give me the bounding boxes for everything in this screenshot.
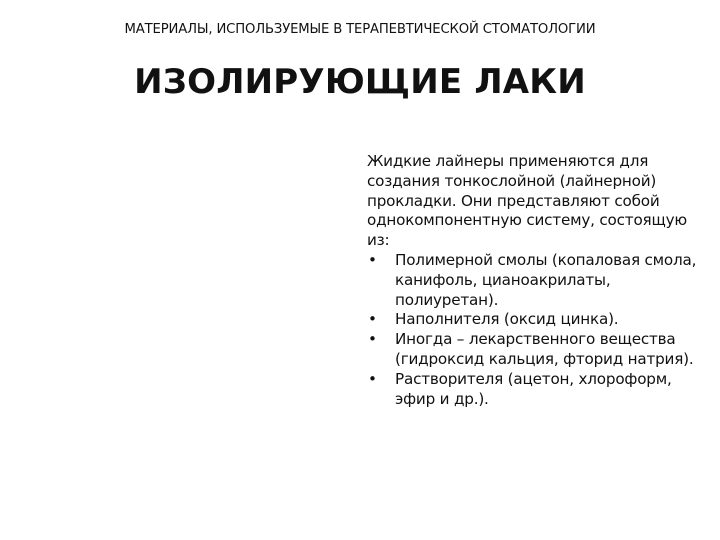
- list-item: [367, 310, 697, 330]
- list-item-text: Иногда – лекарственного вещества (гидроксид кальция, фторид натрия).: [395, 330, 694, 368]
- body-text-block: [367, 152, 697, 409]
- slide-title: ИЗОЛИРУЮЩИЕ ЛАКИ: [134, 62, 586, 102]
- bullet-icon: •: [368, 250, 377, 269]
- list-item-text: Полимерной смолы (копаловая смола, канифоль, цианоакрилаты, полиуретан).: [395, 250, 697, 309]
- list-item: [367, 370, 697, 410]
- list-item-text: Наполнителя (оксид цинка).: [395, 310, 619, 329]
- list-item-text: Растворителя (ацетон, хлороформ, эфир и др.).: [395, 369, 672, 408]
- list-item: [367, 251, 697, 310]
- bullet-icon: •: [368, 369, 377, 388]
- list-item: [367, 330, 697, 370]
- bullet-icon: •: [368, 310, 377, 329]
- composition-list: [367, 251, 697, 409]
- intro-paragraph: Жидкие лайнеры применяются для создания тонкослойной (лайнерной) прокладки. Они представляют собой однокомпонентную систему, состоящую из:: [367, 152, 687, 250]
- bullet-icon: •: [368, 330, 377, 349]
- slide-header: МАТЕРИАЛЫ, ИСПОЛЬЗУЕМЫЕ В ТЕРАПЕВТИЧЕСКОЙ СТОМАТОЛОГИИ: [124, 22, 596, 37]
